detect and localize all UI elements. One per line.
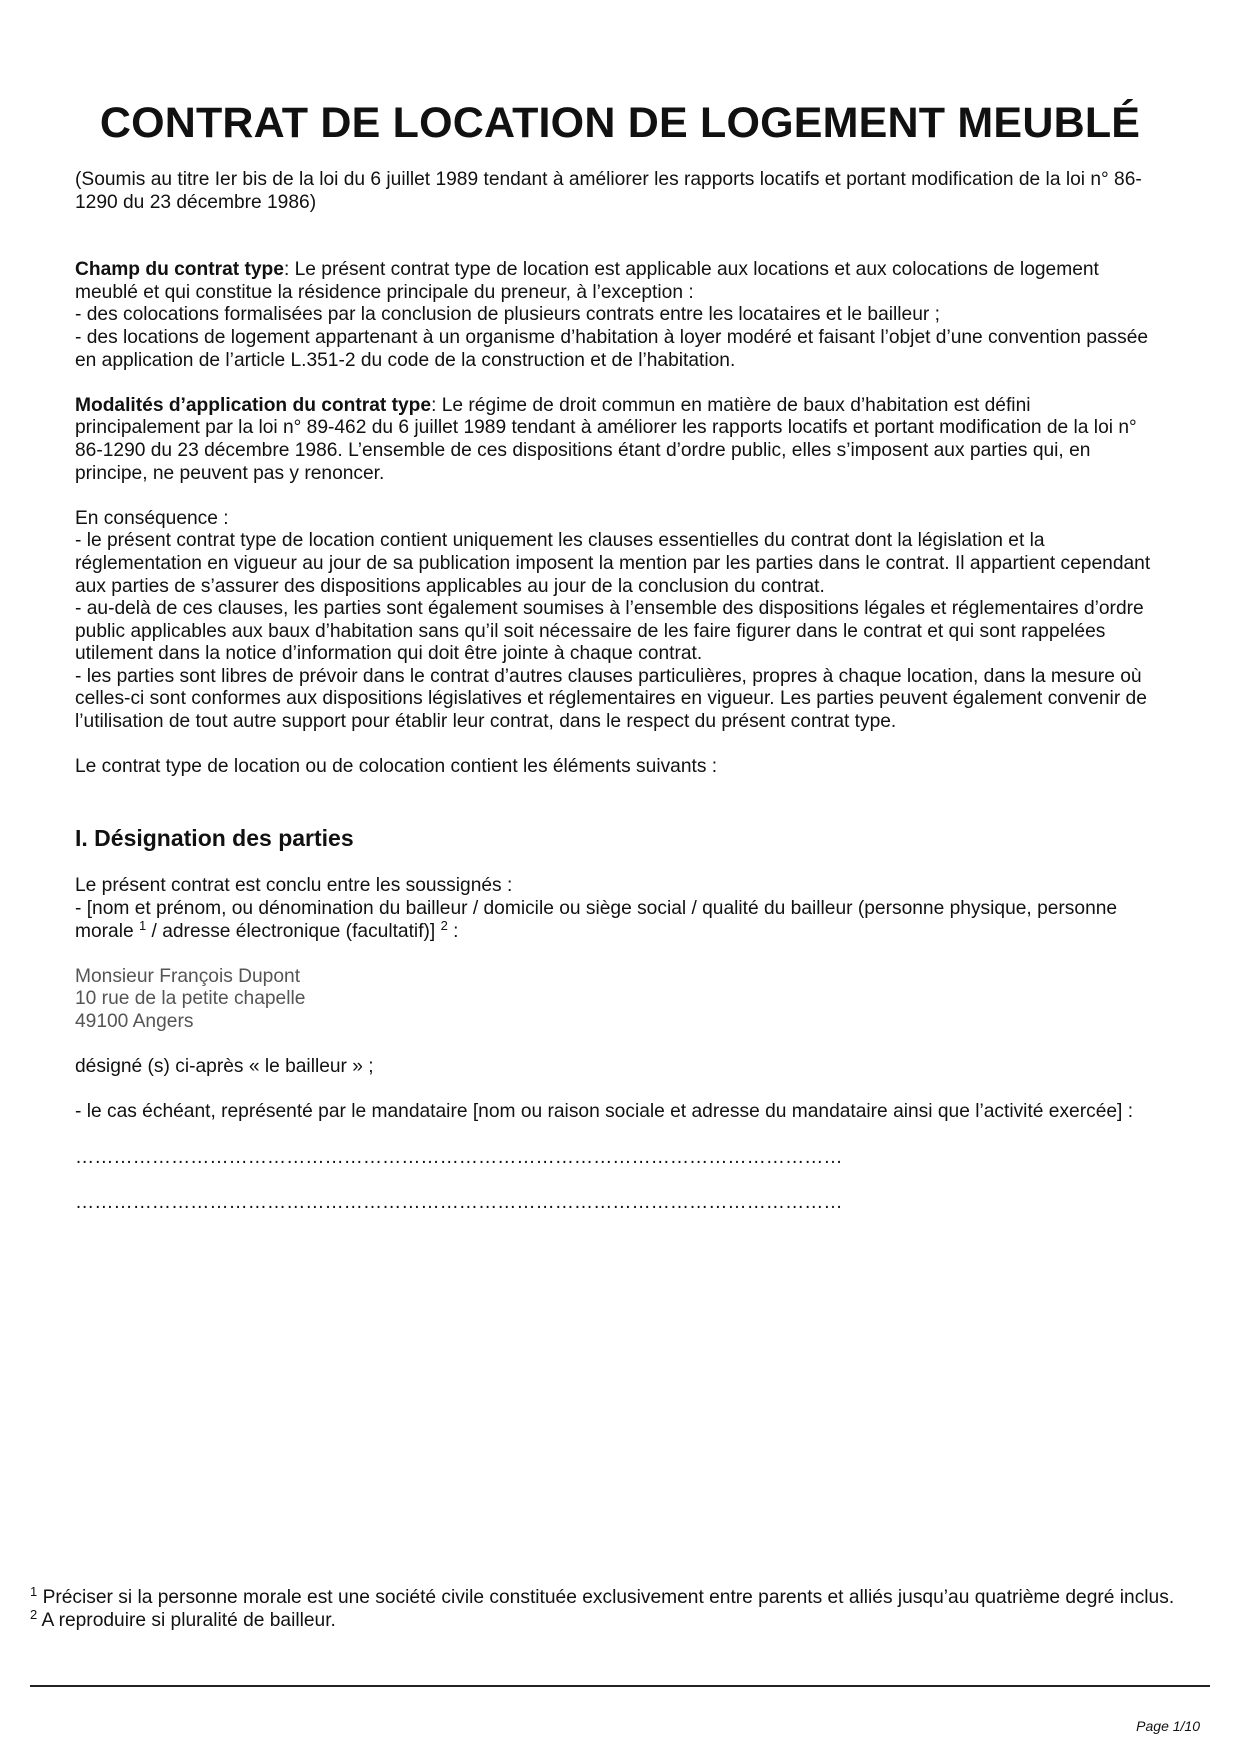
- champ-paragraph: [75, 259, 1160, 304]
- footnote-text: A reproduire si pluralité de bailleur.: [37, 1609, 336, 1631]
- elements-intro: Le contrat type de location ou de colocation contient les éléments suivants :: [75, 756, 718, 778]
- modalites-paragraph: [75, 395, 1160, 485]
- consequence-intro: En conséquence :: [75, 507, 229, 529]
- footnote-ref-2: 2: [440, 917, 448, 933]
- parties-intro: Le présent contrat est conclu entre les soussignés :: [75, 875, 513, 897]
- bailleur-prompt-text: / adresse électronique (facultatif)]: [146, 920, 441, 942]
- bailleur-city: 49100 Angers: [75, 1011, 194, 1032]
- consequence-item: - au-delà de ces clauses, les parties sont également soumises à l’ensemble des dispositions légales et réglementaires d’ordre public applicables aux baux d’habitation sans qu’il soit nécessaire de les faire figurer dans le contrat et qui sont rappelées utilement dans la notice d’information qui doit être jointe à chaque contrat.: [75, 598, 1144, 665]
- footnotes: [30, 1584, 1220, 1632]
- bailleur-prompt-text: - [nom et prénom, ou dénomination du bailleur / domicile ou siège social / qualité du bailleur (personne physique, personne morale: [75, 898, 1118, 942]
- footnote-2: [30, 1606, 1220, 1633]
- bailleur-prompt: [75, 898, 1160, 943]
- modalites-text: : Le régime de droit commun en matière de baux d’habitation est défini principalement par la loi n° 89-462 du 6 juillet 1989 tendant à améliorer les rapports locatifs et portant modification de la loi n° 86-1290 du 23 décembre 1986. L’ensemble de ces dispositions étant d’ordre public, elles s’imposent aux parties qui, en principe, ne peuvent pas y renoncer.: [75, 394, 1137, 484]
- mandataire-prompt: - le cas échéant, représenté par le mandataire [nom ou raison sociale et adresse du mandataire ainsi que l’activité exercée] :: [75, 1101, 1134, 1123]
- bailleur-street: 10 rue de la petite chapelle: [75, 988, 306, 1010]
- legal-subtitle: (Soumis au titre Ier bis de la loi du 6 juillet 1989 tendant à améliorer les rapports locatifs et portant modification de la loi n° 86-1290 du 23 décembre 1986): [75, 169, 1142, 213]
- footnote-1: [30, 1584, 1220, 1610]
- fill-in-line[interactable]: …………………………………………………………………………………………………………: [75, 1191, 843, 1213]
- footnote-text: Préciser si la personne morale est une société civile constituée exclusivement entre parents et alliés jusqu’au quatrième degré inclus.: [37, 1587, 1175, 1608]
- footer-divider: [30, 1685, 1210, 1687]
- document-body: [75, 169, 1160, 1214]
- footnote-number: 2: [30, 1606, 38, 1622]
- modalites-heading: Modalités d’application du contrat type: [75, 394, 432, 416]
- consequence-item: - le présent contrat type de location contient uniquement les clauses essentielles du contrat dont la législation et la réglementation en vigueur au jour de sa publication imposent la mention par les parties dans le contrat. Il appartient cependant aux parties de s’assurer des dispositions applicables au jour de la conclusion du contrat.: [75, 530, 1151, 597]
- champ-heading: Champ du contrat type: [75, 259, 284, 281]
- champ-item: - des colocations formalisées par la conclusion de plusieurs contrats entre les locataires et le bailleur ;: [75, 304, 940, 326]
- fill-in-line[interactable]: …………………………………………………………………………………………………………: [75, 1146, 843, 1168]
- footnote-number: 1: [30, 1584, 38, 1599]
- champ-text: : Le présent contrat type de location est applicable aux locations et aux colocations de logement meublé et qui constitue la résidence principale du preneur, à l’exception :: [75, 259, 1099, 303]
- section-heading-designation: I. Désignation des parties: [75, 824, 354, 851]
- bailleur-name: Monsieur François Dupont: [75, 965, 301, 987]
- champ-item: - des locations de logement appartenant à un organisme d’habitation à loyer modéré et faisant l’objet d’une convention passée en application de l’article L.351-2 du code de la construction et de l’habitation.: [75, 326, 1149, 371]
- designe-bailleur: désigné (s) ci-après « le bailleur » ;: [75, 1056, 374, 1078]
- consequence-item: - les parties sont libres de prévoir dans le contrat d’autres clauses particulières, propres à chaque location, dans la mesure où celles-ci sont conformes aux dispositions législatives et réglementaires en vigueur. Les parties peuvent également convenir de l’utilisation de tout autre support pour établir leur contrat, dans le respect du présent contrat type.: [75, 665, 1147, 733]
- page-number: Page 1/10: [1136, 1718, 1200, 1734]
- document-title: CONTRAT DE LOCATION DE LOGEMENT MEUBLÉ: [99, 99, 1141, 147]
- bailleur-prompt-text: :: [447, 920, 459, 942]
- footnote-ref-1: 1: [138, 917, 147, 933]
